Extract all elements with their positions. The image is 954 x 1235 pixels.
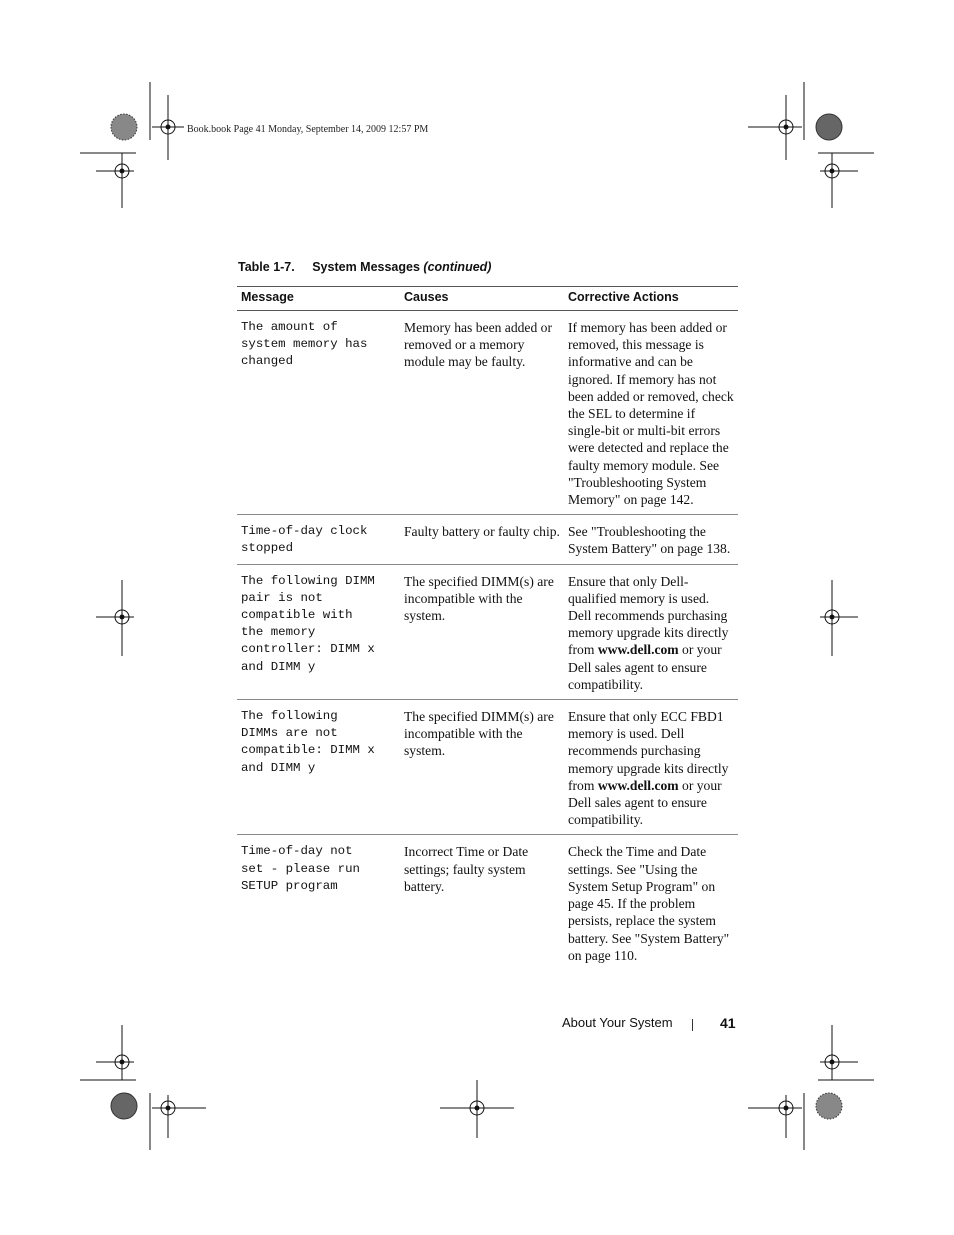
actions-text: See "Troubleshooting the System Battery" on page 138. <box>568 524 731 557</box>
table-header-row <box>237 287 738 311</box>
message-cell: The amount of system memory has changed <box>237 311 400 515</box>
causes-cell: Memory has been added or removed or a memory module may be faulty. <box>400 311 564 515</box>
header-corrective-actions: Corrective Actions <box>564 287 738 311</box>
table-number: Table 1-7. <box>238 260 295 274</box>
message-cell: The following DIMMs are not compatible: DIMM x and DIMM y <box>237 700 400 835</box>
page-footer <box>562 1015 736 1031</box>
print-slug: Book.book Page 41 Monday, September 14, 2009 12:57 PM <box>187 124 429 135</box>
actions-text: If memory has been added or removed, this message is informative and can be ignored. If memory has not been added or removed, check the SEL to determine if single-bit or multi-bit errors were detected and replace the faulty memory module. See "Troubleshooting System Memory" on page 142. <box>568 320 734 508</box>
table-continued: (continued) <box>423 260 492 274</box>
page-number: 41 <box>720 1015 736 1031</box>
actions-text: Ensure that only Dell-qualified memory is used. Dell recommends purchasing memory upgrade kits directly from <box>568 573 729 658</box>
header-causes: Causes <box>400 287 564 311</box>
actions-cell <box>564 515 738 564</box>
header-message: Message <box>237 287 400 311</box>
footer-divider <box>692 1019 693 1031</box>
actions-text-post: or your Dell sales agent to ensure compatibility. <box>568 777 722 828</box>
actions-cell <box>564 564 738 699</box>
table-row <box>237 835 738 970</box>
actions-text-post: or your Dell sales agent to ensure compatibility. <box>568 642 722 692</box>
causes-cell: The specified DIMM(s) are incompatible with the system. <box>400 700 564 835</box>
actions-cell <box>564 835 738 970</box>
table-row <box>237 700 738 835</box>
footer-section-title: About Your System <box>562 1015 673 1030</box>
table-title: System Messages <box>312 260 420 274</box>
table-row <box>237 564 738 699</box>
actions-text: Ensure that only ECC FBD1 memory is used. Dell recommends purchasing memory upgrade kits directly from <box>568 709 729 793</box>
message-cell: Time-of-day not set - please run SETUP program <box>241 844 360 893</box>
actions-cell <box>564 700 738 835</box>
message-cell: The following DIMM pair is not compatible with the memory controller: DIMM x and DIMM y <box>237 564 400 699</box>
table-row <box>237 515 738 564</box>
table-row <box>237 311 738 515</box>
actions-text: Check the Time and Date settings. See "Using the System Setup Program" on page 45. If the problem persists, replace the system battery. See "System Battery" on page 110. <box>568 844 730 963</box>
system-messages-table <box>237 286 738 970</box>
causes-cell: Faulty battery or faulty chip. <box>400 515 564 564</box>
dell-link[interactable]: www.dell.com <box>597 777 679 793</box>
table-caption <box>238 260 491 274</box>
actions-cell <box>564 311 738 515</box>
dell-link[interactable]: www.dell.com <box>597 642 679 658</box>
message-cell: Time-of-day clock stopped <box>237 515 400 564</box>
causes-cell: The specified DIMM(s) are incompatible with the system. <box>400 564 564 699</box>
causes-cell: Incorrect Time or Date settings; faulty system battery. <box>404 844 529 894</box>
